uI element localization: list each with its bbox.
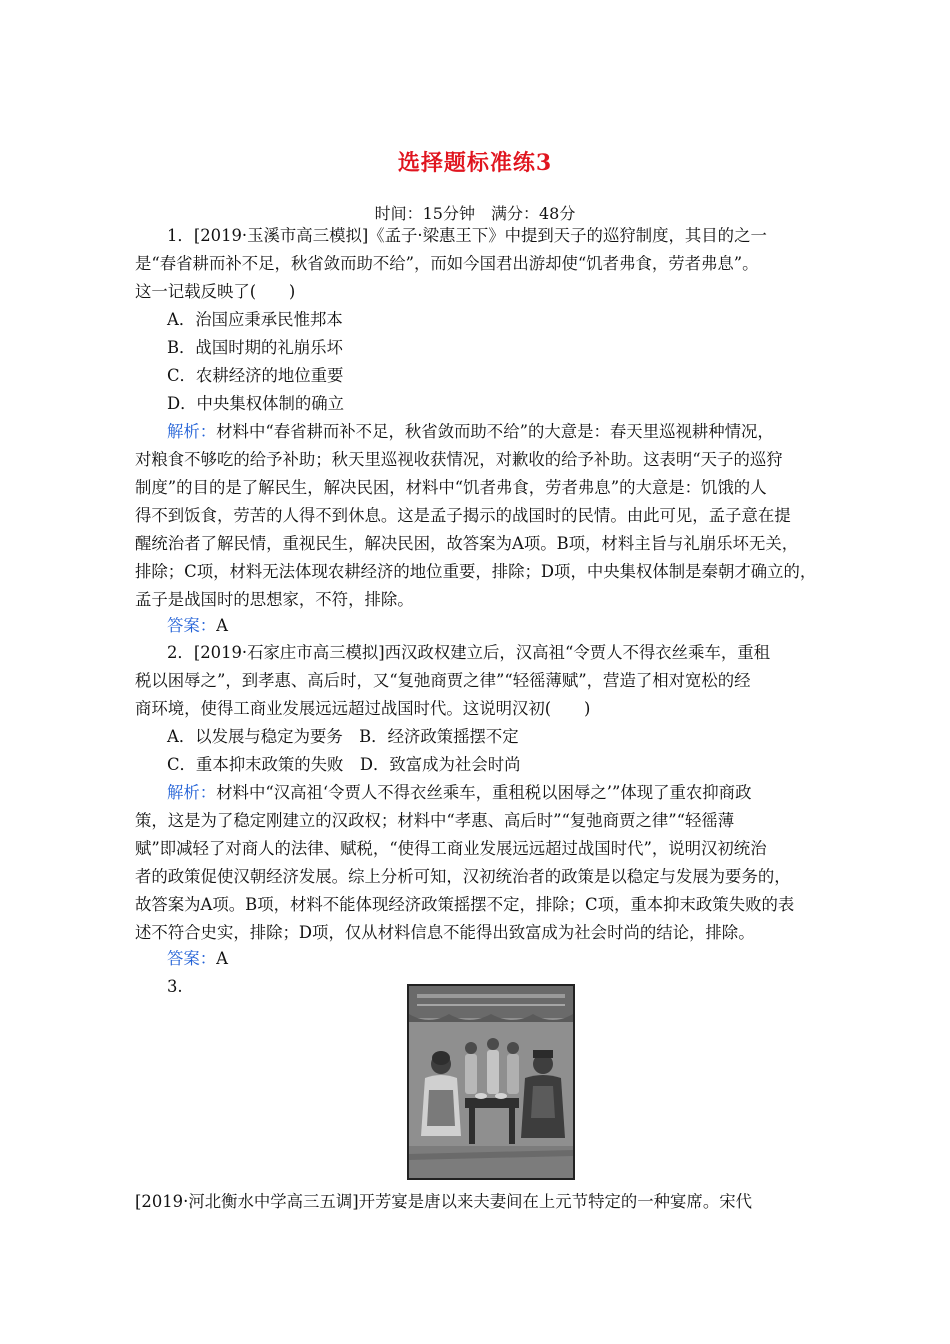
question-1-stem-line: 这一记载反映了( ) xyxy=(135,282,296,301)
question-1-analysis-line: 得不到饭食，劳苦的人得不到休息。这是孟子揭示的战国时的民情。由此可见，孟子意在提 xyxy=(135,506,791,525)
question-2-analysis-line: 故答案为A项。B项，材料不能体现经济政策摇摆不定，排除；C项，重本抑末政策失败的表 xyxy=(135,895,795,914)
question-1-analysis-line: 对粮食不够吃的给予补助；秋天里巡视收获情况，对歉收的给予补助。这表明“天子的巡狩 xyxy=(135,450,783,469)
answer-value: A xyxy=(216,949,229,968)
answer-value: A xyxy=(216,616,229,635)
question-2-analysis-line: 赋”即减轻了对商人的法律、赋税，“使得工商业发展远远超过战国时代”，说明汉初统治 xyxy=(135,839,767,858)
analysis-text: 材料中“汉高祖‘令贾人不得衣丝乘车，重租税以困辱之’”体现了重农抑商政 xyxy=(216,783,752,802)
question-1-analysis-line: 制度”的目的是了解民生，解决民困，材料中“饥者弗食，劳者弗息”的大意是：饥饿的人 xyxy=(135,478,767,497)
answer-label: 答案： xyxy=(167,949,217,968)
banquet-mural-image xyxy=(407,984,575,1180)
question-3-stem-line: [2019·河北衡水中学高三五调]开芳宴是唐以来夫妻间在上元节特定的一种宴席。宋代 xyxy=(135,1192,752,1211)
question-2-answer xyxy=(167,949,228,969)
question-1-option-b: B．战国时期的礼崩乐坏 xyxy=(167,338,343,357)
analysis-label: 解析： xyxy=(167,422,217,441)
question-1-analysis-line: 孟子是战国时的思想家，不符，排除。 xyxy=(135,590,414,609)
question-1-analysis-first-line xyxy=(167,422,774,442)
question-1-option-d: D．中央集权体制的确立 xyxy=(167,394,345,413)
analysis-label: 解析： xyxy=(167,783,217,802)
question-2-analysis-line: 策，这是为了稳定刚建立的汉政权；材料中“孝惠、高后时”“复弛商贾之律”“轻徭薄 xyxy=(135,811,735,830)
question-1-stem-line: 1．[2019·玉溪市高三模拟]《孟子·梁惠王下》中提到天子的巡狩制度，其目的之一 xyxy=(167,226,767,245)
question-3-number: 3. xyxy=(167,977,183,996)
time-score-info: 时间：15分钟 满分：48分 xyxy=(374,204,576,223)
analysis-text: 材料中“春省耕而补不足，秋省敛而助不给”的大意是：春天里巡视耕种情况， xyxy=(216,422,774,441)
question-2-analysis-line: 者的政策促使汉朝经济发展。综上分析可知，汉初统治者的政策是以稳定与发展为要务的， xyxy=(135,867,791,886)
question-1-answer xyxy=(167,616,228,636)
answer-label: 答案： xyxy=(167,616,217,635)
question-1-option-c: C．农耕经济的地位重要 xyxy=(167,366,344,385)
question-2-stem-line: 税以困辱之”，到孝惠、高后时，又“复弛商贾之律”“轻徭薄赋”，营造了相对宽松的经 xyxy=(135,671,751,690)
question-2-analysis-first-line xyxy=(167,783,751,803)
question-1-analysis-line: 醒统治者了解民情，重视民生，解决民困，故答案为A项。B项，材料主旨与礼崩乐坏无关， xyxy=(135,534,799,553)
page-title: 选择题标准练3 xyxy=(397,150,553,176)
question-2-options-ab: A．以发展与稳定为要务 B．经济政策摇摆不定 xyxy=(167,727,519,746)
question-1-option-a: A．治国应秉承民惟邦本 xyxy=(167,310,343,329)
question-2-stem-line: 2．[2019·石家庄市高三模拟]西汉政权建立后，汉高祖“令贾人不得衣丝乘车，重租 xyxy=(167,643,771,662)
question-2-options-cd: C．重本抑末政策的失败 D．致富成为社会时尚 xyxy=(167,755,521,774)
question-2-stem-line: 商环境，使得工商业发展远远超过战国时代。这说明汉初( ) xyxy=(135,699,591,718)
question-1-stem-line: 是“春省耕而补不足，秋省敛而助不给”，而如今国君出游却使“饥者弗食，劳者弗息”。 xyxy=(135,254,759,273)
mural-illustration xyxy=(409,986,573,1178)
question-2-analysis-line: 述不符合史实，排除；D项，仅从材料信息不能得出致富成为社会时尚的结论，排除。 xyxy=(135,923,755,942)
question-1-analysis-line: 排除；C项，材料无法体现农耕经济的地位重要，排除；D项，中央集权体制是秦朝才确立的， xyxy=(135,562,817,581)
